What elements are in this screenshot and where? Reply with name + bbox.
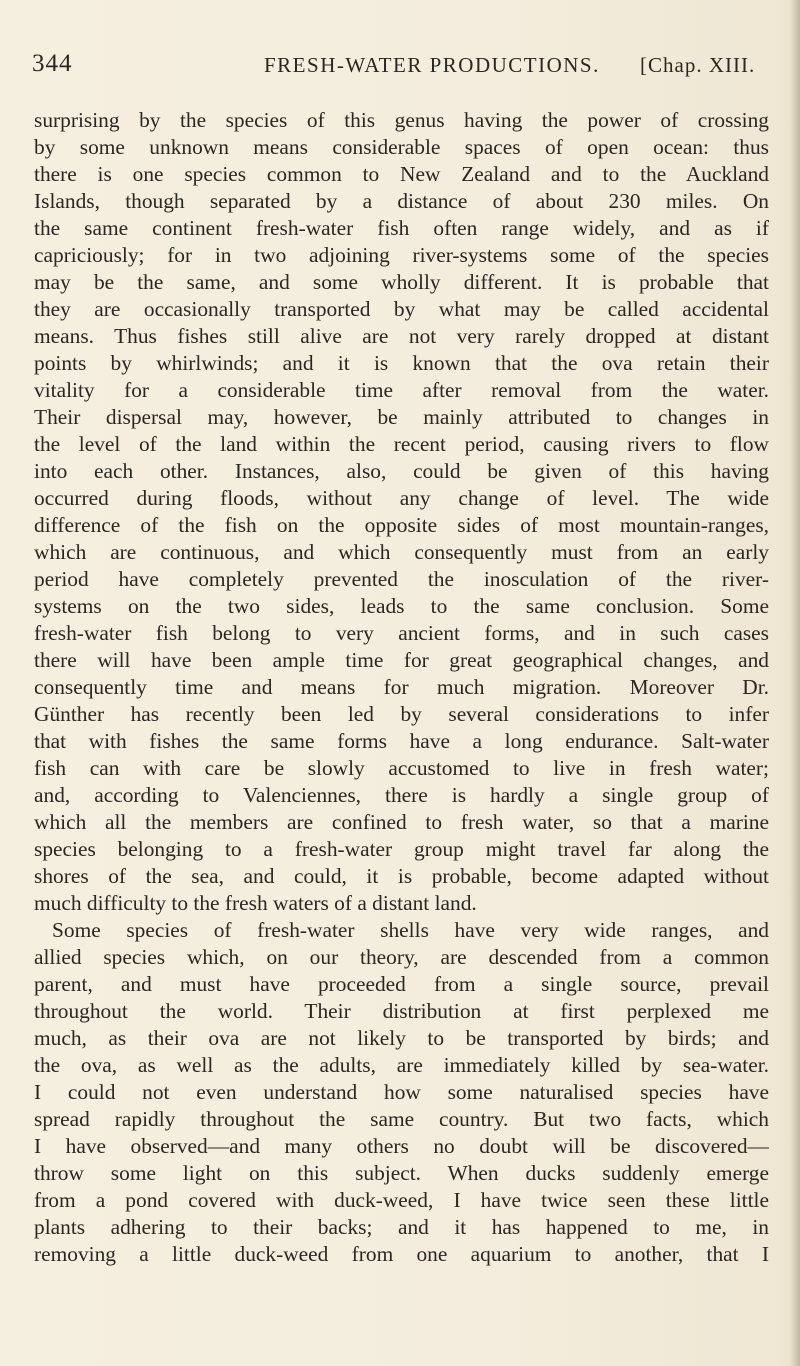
text-line: that with fishes the same forms have a long endurance. Salt-water bbox=[34, 729, 769, 753]
text-line: the ova, as well as the adults, are immediately killed by sea-water. bbox=[34, 1053, 769, 1077]
body-text bbox=[34, 107, 769, 1268]
text-line: consequently time and means for much migration. Moreover Dr. bbox=[34, 675, 769, 699]
text-line: parent, and must have proceeded from a single source, prevail bbox=[34, 972, 769, 996]
text-line: fish can with care be slowly accustomed to live in fresh water; bbox=[34, 756, 769, 780]
text-line: removing a little duck-weed from one aquarium to another, that I bbox=[34, 1242, 769, 1266]
text-line: capriciously; for in two adjoining river-systems some of the species bbox=[34, 243, 769, 267]
text-line: fresh-water fish belong to very ancient forms, and in such cases bbox=[34, 621, 769, 645]
running-title: FRESH-WATER PRODUCTIONS. bbox=[264, 53, 600, 77]
text-line: spread rapidly throughout the same country. But two facts, which bbox=[34, 1107, 769, 1131]
text-line: there will have been ample time for great geographical changes, and bbox=[34, 648, 769, 672]
text-line: from a pond covered with duck-weed, I have twice seen these little bbox=[34, 1188, 769, 1212]
text-line: which all the members are confined to fresh water, so that a marine bbox=[34, 810, 769, 834]
text-line: Their dispersal may, however, be mainly attributed to changes in bbox=[34, 405, 769, 429]
paragraph bbox=[34, 917, 769, 1268]
text-line: systems on the two sides, leads to the same conclusion. Some bbox=[34, 594, 769, 618]
text-line: throughout the world. Their distribution at first perplexed me bbox=[34, 999, 769, 1023]
text-line: the same continent fresh-water fish often range widely, and as if bbox=[34, 216, 769, 240]
text-line: vitality for a considerable time after removal from the water. bbox=[34, 378, 769, 402]
text-line: they are occasionally transported by what may be called accidental bbox=[34, 297, 769, 321]
text-line: the level of the land within the recent period, causing rivers to flow bbox=[34, 432, 769, 456]
text-line: there is one species common to New Zealand and to the Auckland bbox=[34, 162, 769, 186]
text-line: by some unknown means considerable spaces of open ocean: thus bbox=[34, 135, 769, 159]
text-line: I could not even understand how some naturalised species have bbox=[34, 1080, 769, 1104]
text-line: points by whirlwinds; and it is known that the ova retain their bbox=[34, 351, 769, 375]
text-line: Islands, though separated by a distance of about 230 miles. On bbox=[34, 189, 769, 213]
text-line: allied species which, on our theory, are descended from a common bbox=[34, 945, 769, 969]
text-line: species belonging to a fresh-water group might travel far along the bbox=[34, 837, 769, 861]
text-line: I have observed—and many others no doubt will be discovered— bbox=[34, 1134, 769, 1158]
text-line: and, according to Valenciennes, there is hardly a single group of bbox=[34, 783, 769, 807]
text-line: much difficulty to the fresh waters of a distant land. bbox=[34, 891, 477, 915]
text-line: occurred during floods, without any change of level. The wide bbox=[34, 486, 769, 510]
text-line: Some species of fresh-water shells have very wide ranges, and bbox=[52, 918, 769, 942]
text-line: plants adhering to their backs; and it has happened to me, in bbox=[34, 1215, 769, 1239]
text-line: difference of the fish on the opposite sides of most mountain-ranges, bbox=[34, 513, 769, 537]
text-line: means. Thus fishes still alive are not very rarely dropped at distant bbox=[34, 324, 769, 348]
text-line: may be the same, and some wholly different. It is probable that bbox=[34, 270, 769, 294]
text-line: throw some light on this subject. When ducks suddenly emerge bbox=[34, 1161, 769, 1185]
text-line: period have completely prevented the inosculation of the river- bbox=[34, 567, 769, 591]
text-line: shores of the sea, and could, it is probable, become adapted without bbox=[34, 864, 769, 888]
paragraph bbox=[34, 107, 769, 917]
text-line: Günther has recently been led by several considerations to infer bbox=[34, 702, 769, 726]
page-edge-shadow bbox=[790, 0, 800, 1366]
text-line: much, as their ova are not likely to be transported by birds; and bbox=[34, 1026, 769, 1050]
chapter-label: [Chap. XIII. bbox=[640, 53, 756, 77]
text-line: into each other. Instances, also, could be given of this having bbox=[34, 459, 769, 483]
text-line: surprising by the species of this genus having the power of crossing bbox=[34, 108, 769, 132]
text-line: which are continuous, and which consequently must from an early bbox=[34, 540, 769, 564]
page-header bbox=[32, 50, 792, 84]
page-number: 344 bbox=[32, 50, 73, 77]
